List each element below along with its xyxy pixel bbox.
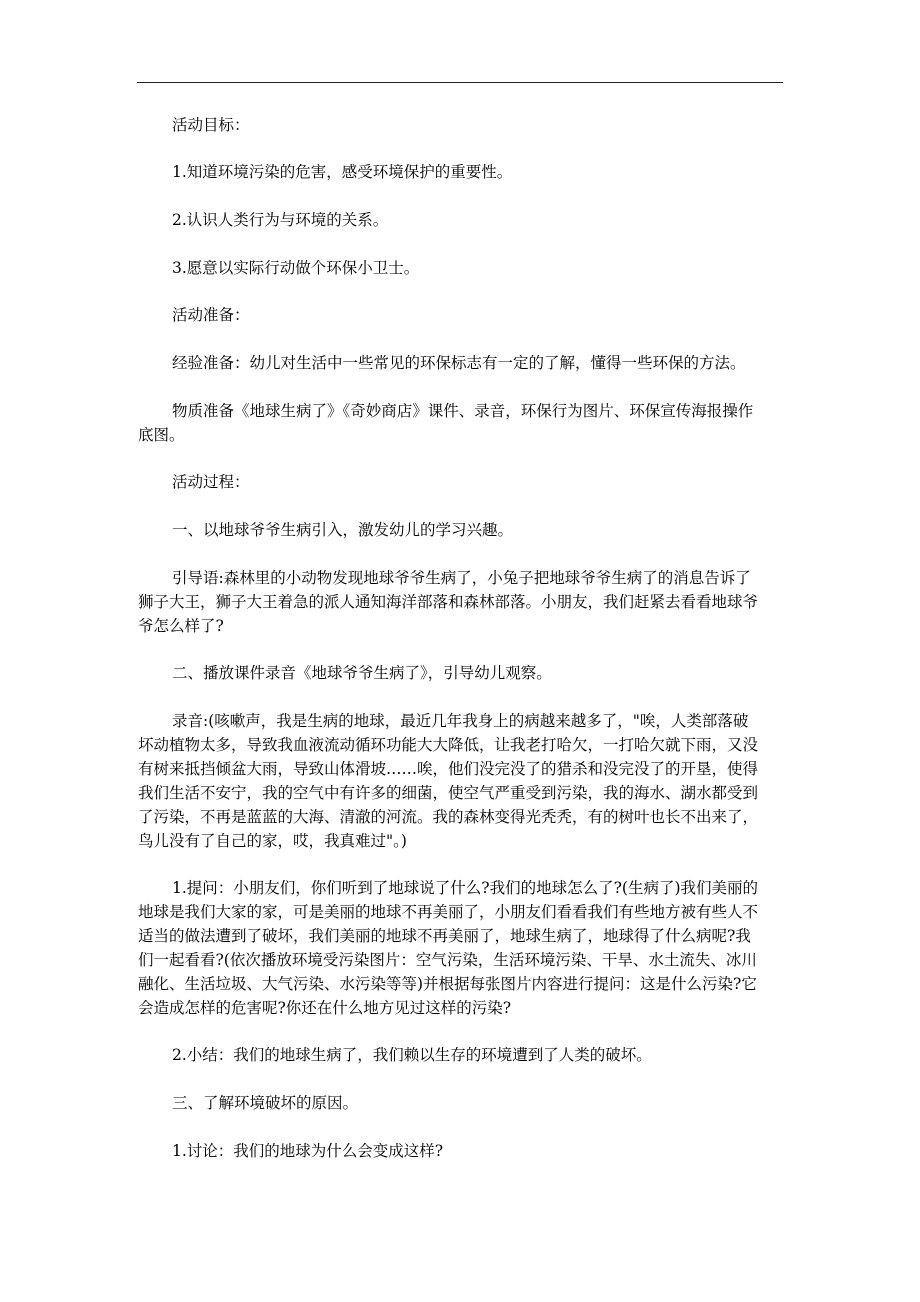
text-line: 二、播放课件录音《地球爷爷生病了》，引导幼儿观察。: [172, 664, 552, 682]
text-line: 活动过程：: [172, 473, 250, 491]
text-line: 适当的做法遭到了破坏，我们美丽的地球不再美丽了，地球生病了，地球得了什么病呢?我: [138, 927, 751, 945]
text-line: 2.小结：我们的地球生病了，我们赖以生存的环境遭到了人类的破坏。: [172, 1046, 652, 1064]
paragraph-activity-preparation-heading: [138, 303, 784, 327]
text-line: 爷怎么样了?: [138, 617, 224, 635]
text-line: 坏动植物太多，导致我血液流动循环功能大大降低，让我老打哈欠，一打哈欠就下雨，又没: [138, 736, 759, 754]
text-line: 融化、生活垃圾、大气污染、水污染等等)并根据每张图片内容进行提问：这是什么污染?它: [138, 975, 757, 993]
paragraph-intro-words: [138, 566, 784, 638]
text-line: 2.认识人类行为与环境的关系。: [172, 211, 389, 229]
text-line: 1.讨论：我们的地球为什么会变成这样?: [172, 1142, 444, 1160]
paragraph-summary: [138, 1043, 784, 1067]
text-line: 地球是我们大家的家，可是美丽的地球不再美丽了，小朋友们看看我们有些地方被有些人不: [138, 903, 759, 921]
paragraph-goal-3: [138, 256, 784, 280]
paragraph-section-three: [138, 1091, 784, 1115]
text-line: 活动目标：: [172, 116, 250, 134]
paragraph-experience-preparation: [138, 351, 784, 375]
text-line: 引导语:森林里的小动物发现地球爷爷生病了，小兔子把地球爷爷生病了的消息告诉了: [172, 569, 751, 587]
paragraph-section-two: [138, 661, 784, 685]
text-line: 1.知道环境污染的危害，感受环境保护的重要性。: [172, 163, 513, 181]
text-line: 活动准备：: [172, 306, 250, 324]
paragraph-recording: [138, 709, 784, 853]
paragraph-discussion: [138, 1139, 784, 1163]
text-line: 了污染，不再是蓝蓝的大海、清澈的河流。我的森林变得光秃秃，有的树叶也长不出来了，: [138, 808, 759, 826]
paragraph-section-one: [138, 518, 784, 542]
text-line: 鸟儿没有了自己的家，哎，我真难过"。): [138, 832, 407, 850]
paragraph-activity-process-heading: [138, 470, 784, 494]
paragraph-activity-goals-heading: [138, 113, 784, 137]
text-line: 物质准备《地球生病了》《奇妙商店》课件、录音，环保行为图片、环保宣传海报操作: [172, 402, 754, 420]
paragraph-material-preparation: [138, 399, 784, 447]
text-line: 录音:(咳嗽声，我是生病的地球，最近几年我身上的病越来越多了，"唉，人类部落破: [172, 712, 749, 730]
paragraph-goal-1: [138, 160, 784, 184]
paragraph-goal-2: [138, 208, 784, 232]
paragraph-question: [138, 876, 784, 1020]
text-line: 一、以地球爷爷生病引入，激发幼儿的学习兴趣。: [172, 521, 514, 539]
text-line: 有树来抵挡倾盆大雨，导致山体滑坡……唉，他们没完没了的猎杀和没完没了的开垦，使得: [138, 760, 759, 778]
text-line: 3.愿意以实际行动做个环保小卫士。: [172, 259, 420, 277]
text-line: 会造成怎样的危害呢?你还在什么地方见过这样的污染?: [138, 999, 512, 1017]
text-line: 我们生活不安宁，我的空气中有许多的细菌，使空气严重受到污染，我的海水、湖水都受到: [138, 784, 759, 802]
header-rule: [137, 82, 783, 83]
text-line: 们一起看看?(依次播放环境受污染图片：空气污染，生活环境污染、干旱、水土流失、冰川: [138, 951, 757, 969]
text-line: 底图。: [138, 426, 185, 444]
text-line: 狮子大王，狮子大王着急的派人通知海洋部落和森林部落。小朋友，我们赶紧去看看地球爷: [138, 593, 759, 611]
text-line: 三、了解环境破坏的原因。: [172, 1094, 359, 1112]
text-line: 经验准备：幼儿对生活中一些常见的环保标志有一定的了解，懂得一些环保的方法。: [172, 354, 746, 372]
text-line: 1.提问：小朋友们，你们听到了地球说了什么?我们的地球怎么了?(生病了)我们美丽的: [172, 879, 759, 897]
